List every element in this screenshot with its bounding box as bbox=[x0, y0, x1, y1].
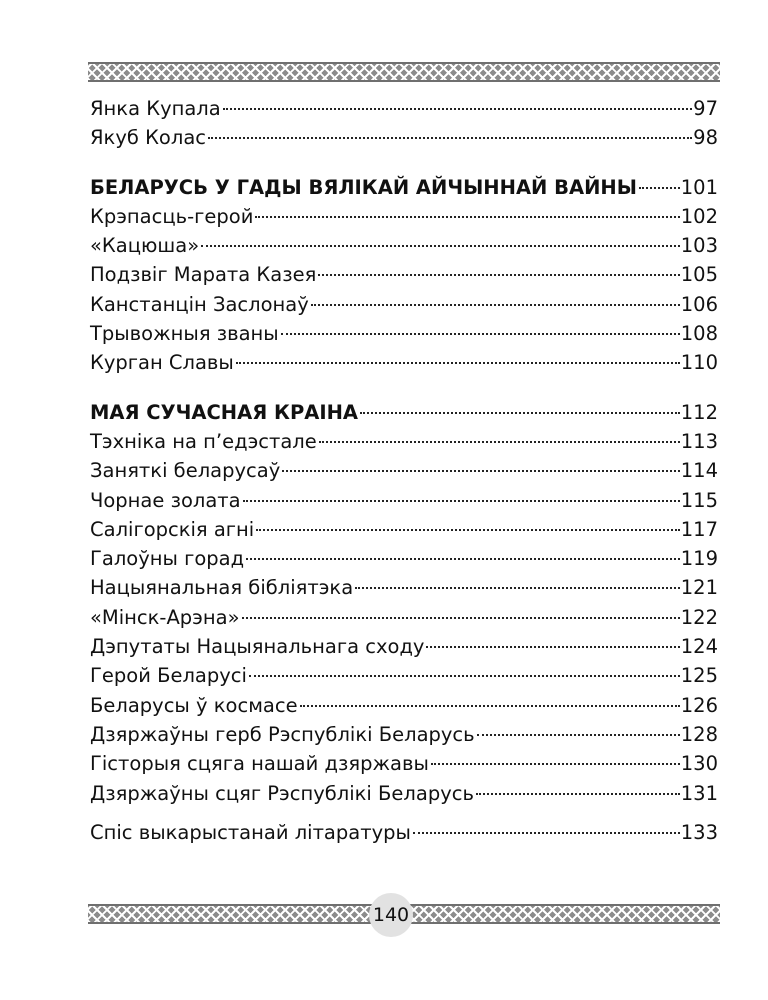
toc-entry bbox=[90, 486, 718, 515]
top-ornament-border bbox=[88, 62, 720, 82]
toc-entry-title: Салігорскія агні bbox=[90, 517, 255, 541]
toc-entry bbox=[90, 427, 718, 456]
toc-entry-title: Якуб Колас bbox=[90, 126, 207, 150]
toc-leader-dots bbox=[208, 137, 692, 139]
toc-entry bbox=[90, 573, 718, 602]
toc-entry-page: 130 bbox=[680, 752, 718, 776]
toc-entry-page: 121 bbox=[680, 576, 718, 600]
toc-entry bbox=[90, 661, 718, 690]
toc-entry-title: «Мінск-Арэна» bbox=[90, 605, 240, 629]
toc-entry-page: 131 bbox=[680, 781, 718, 805]
toc-entry-page: 98 bbox=[693, 126, 718, 150]
toc-entry-title: Дзяржаўны герб Рэспублікі Беларусь bbox=[90, 722, 475, 746]
toc-entry-title: Нацыянальная бібліятэка bbox=[90, 576, 354, 600]
toc-entry bbox=[90, 348, 718, 377]
toc-entry-page: 97 bbox=[693, 97, 718, 120]
toc-entry bbox=[90, 456, 718, 485]
toc-entry-page: 117 bbox=[680, 517, 718, 541]
toc-leader-dots bbox=[243, 500, 680, 502]
toc-entry-references bbox=[90, 818, 718, 847]
toc-entry-page: 133 bbox=[680, 820, 718, 844]
toc-entry-title: Дэпутаты Нацыянальнага сходу bbox=[90, 635, 425, 659]
toc-entry-title: Янка Купала bbox=[90, 97, 221, 120]
toc-entry bbox=[90, 202, 718, 231]
toc-entry-page: 105 bbox=[680, 263, 718, 287]
toc-entry-title: Заняткі беларусаў bbox=[90, 459, 281, 483]
toc-entry-title: «Кацюша» bbox=[90, 234, 200, 258]
toc-section-heading bbox=[90, 173, 718, 202]
toc-entry-page: 125 bbox=[680, 664, 718, 688]
toc-leader-dots bbox=[300, 705, 680, 707]
toc-leader-dots bbox=[413, 832, 680, 834]
toc-leader-dots bbox=[319, 441, 680, 443]
toc-entry bbox=[90, 515, 718, 544]
toc-entry-title: Чорнае золата bbox=[90, 488, 241, 512]
toc-leader-dots bbox=[281, 333, 680, 335]
toc-entry bbox=[90, 231, 718, 260]
toc-leader-dots bbox=[242, 617, 680, 619]
toc-entry bbox=[90, 749, 718, 778]
toc-leader-dots bbox=[426, 646, 679, 648]
toc-leader-dots bbox=[246, 558, 680, 560]
toc-leader-dots bbox=[282, 470, 680, 472]
toc-entry bbox=[90, 544, 718, 573]
toc-leader-dots bbox=[311, 304, 680, 306]
toc-entry-page: 128 bbox=[680, 722, 718, 746]
toc-entry-page: 113 bbox=[680, 429, 718, 453]
toc-entry-title: Дзяржаўны сцяг Рэспублікі Беларусь bbox=[90, 781, 474, 805]
toc-entry bbox=[90, 691, 718, 720]
toc-entry-title: Крэпасць-герой bbox=[90, 204, 254, 228]
page-number: 140 bbox=[369, 893, 413, 937]
toc-entry-page: 124 bbox=[680, 635, 718, 659]
toc-entry-page: 102 bbox=[680, 204, 718, 228]
toc-entry-page: 114 bbox=[680, 459, 718, 483]
toc-entry-page: 126 bbox=[680, 693, 718, 717]
toc-leader-dots bbox=[476, 793, 680, 795]
toc-entry-title: Галоўны горад bbox=[90, 547, 245, 571]
toc-entry bbox=[90, 290, 718, 319]
toc-entry bbox=[90, 260, 718, 289]
toc-leader-dots bbox=[360, 412, 680, 414]
toc-entry bbox=[90, 94, 718, 123]
toc-leader-dots bbox=[201, 245, 680, 247]
toc-leader-dots bbox=[431, 763, 680, 765]
toc-entry-title: Курган Славы bbox=[90, 351, 234, 375]
toc-entry-page: 110 bbox=[680, 351, 718, 375]
table-of-contents bbox=[90, 94, 718, 847]
toc-entry-title: Канстанцін Заслонаў bbox=[90, 292, 309, 316]
toc-entry bbox=[90, 603, 718, 632]
toc-section-title: МАЯ СУЧАСНАЯ КРАІНА bbox=[90, 400, 359, 424]
toc-entry-title: Тэхніка на п’едэстале bbox=[90, 429, 317, 453]
toc-entry-title: Трывожныя званы bbox=[90, 322, 279, 346]
toc-leader-dots bbox=[255, 216, 679, 218]
toc-leader-dots bbox=[236, 362, 680, 364]
toc-entry-title: Герой Беларусі bbox=[90, 664, 247, 688]
toc-section-heading bbox=[90, 398, 718, 427]
toc-entry bbox=[90, 123, 718, 152]
toc-entry bbox=[90, 720, 718, 749]
toc-section-title: БЕЛАРУСЬ У ГАДЫ ВЯЛІКАЙ АЙЧЫННАЙ ВАЙНЫ bbox=[90, 175, 637, 199]
toc-entry-page: 115 bbox=[680, 488, 718, 512]
toc-section-page: 101 bbox=[680, 175, 718, 199]
toc-leader-dots bbox=[477, 734, 680, 736]
toc-entry-page: 119 bbox=[680, 547, 718, 571]
toc-entry bbox=[90, 632, 718, 661]
toc-entry-page: 103 bbox=[680, 234, 718, 258]
toc-leader-dots bbox=[256, 529, 680, 531]
toc-entry-page: 122 bbox=[680, 605, 718, 629]
toc-leader-dots bbox=[355, 587, 680, 589]
toc-entry-title: Спіс выкарыстанай літаратуры bbox=[90, 820, 411, 844]
toc-entry-title: Подзвіг Марата Казея bbox=[90, 263, 317, 287]
toc-entry bbox=[90, 319, 718, 348]
toc-leader-dots bbox=[318, 274, 679, 276]
toc-leader-dots bbox=[249, 675, 680, 677]
toc-entry bbox=[90, 779, 718, 808]
toc-entry-page: 108 bbox=[680, 322, 718, 346]
toc-leader-dots bbox=[223, 108, 692, 110]
toc-section-page: 112 bbox=[680, 400, 718, 424]
toc-entry-title: Беларусы ў космасе bbox=[90, 693, 298, 717]
toc-entry-title: Гісторыя сцяга нашай дзяржавы bbox=[90, 752, 429, 776]
toc-leader-dots bbox=[639, 187, 680, 189]
toc-entry-page: 106 bbox=[680, 292, 718, 316]
